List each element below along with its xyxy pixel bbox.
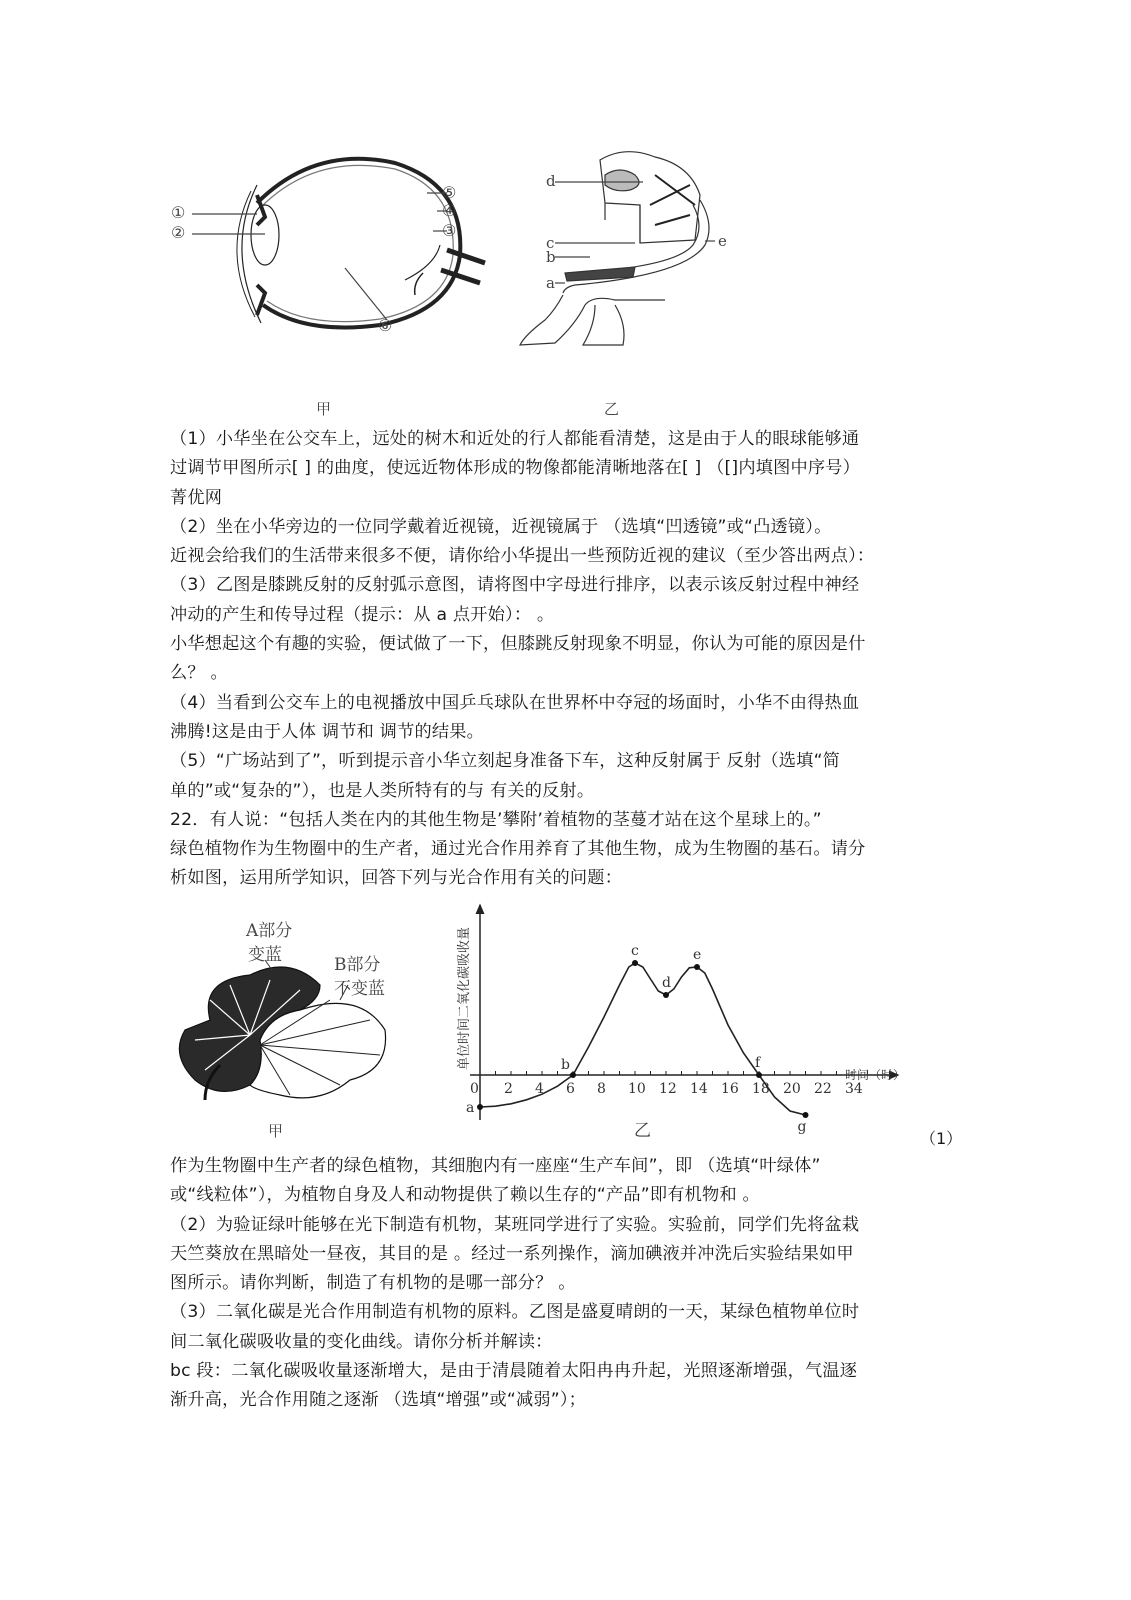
x-tick-label: 18 [752,1081,770,1097]
x-tick-label: 2 [504,1081,513,1097]
x-tick-label: 4 [535,1081,544,1097]
x-tick-label: 16 [721,1081,739,1097]
leaf-figure-caption: 甲 [268,1122,284,1140]
q22-line: 图所示。请你判断，制造了有机物的是哪一部分？ 。 [170,1273,576,1294]
q22-intro-line: 22．有人说：“包括人类在内的其他生物是’攀附’着植物的茎蔓才站在这个星球上的。” [170,809,822,830]
q22-line: 间二氧化碳吸收量的变化曲线。请你分析并解读： [170,1331,553,1352]
eye-figure-caption: 甲 [316,400,332,418]
leaf-label-a-line2: 变蓝 [248,945,282,965]
q21-line: （4）当看到公交车上的电视播放中国乒乓球队在世界杯中夺冠的场面时，小华不由得热血 [170,692,860,713]
question-21-text [170,425,960,894]
q21-line: 过调节甲图所示[ ] 的曲度，使远近物体形成的物像都能清晰地落在[ ] （[]内填图中序号） [170,458,861,479]
point-c [632,960,638,966]
leaf-label-b-line1: B部分 [334,955,381,975]
question-22-text [170,1152,960,1416]
q22-line: （3）二氧化碳是光合作用制造有机物的原料。乙图是盛夏晴朗的一天，某绿色植物单位时 [170,1302,860,1323]
point-f [756,1072,762,1078]
eye-label-1: ① [171,203,186,222]
leaf-label-b-line2: 不变蓝 [334,979,385,999]
reflex-label-a: a [546,274,555,292]
point-d [663,992,669,998]
q21-line: 小华想起这个有趣的实验，便试做了一下，但膝跳反射现象不明显，你认为可能的原因是什 [170,634,866,655]
point-g [803,1112,809,1118]
x-tick-label: 8 [597,1081,606,1097]
eye-label-4: ④ [442,201,457,220]
q22-line: （2）为验证绿叶能够在光下制造有机物，某班同学进行了实验。实验前，同学们先将盆栽 [170,1214,860,1235]
point-label-a: a [466,1100,475,1116]
x-tick-label: 6 [566,1081,575,1097]
q22-line: 渐升高，光合作用随之逐渐 （选填“增强”或“减弱”）； [170,1390,587,1411]
reflex-figure-caption: 乙 [604,400,620,418]
q21-line: （5）“广场站到了”，听到提示音小华立刻起身准备下车，这种反射属于 反射（选填“简 [170,751,841,772]
eye-label-6: ⑥ [378,316,393,335]
q21-line: 近视会给我们的生活带来很多不便，请你给小华提出一些预防近视的建议（至少答出两点）： [170,546,875,567]
question-22-part1-marker: （1） [920,1129,963,1148]
point-e [694,964,700,970]
x-axis-label: 时间（时） [845,1068,906,1082]
x-tick-label: 22 [814,1081,832,1097]
q21-line: 冲动的产生和传导过程（提示：从 a 点开始）： 。 [170,604,555,625]
q21-line: （1）小华坐在公交车上，远处的树木和近处的行人都能看清楚，这是由于人的眼球能够通 [170,429,860,449]
x-tick-label: 10 [628,1081,646,1097]
point-label-d: d [662,975,671,991]
eye-label-2: ② [171,223,186,242]
q21-line: 单的”或“复杂的”），也是人类所特有的与 有关的反射。 [170,780,595,801]
co2-absorption-chart [420,895,920,1135]
q22-line: 作为生物圈中生产者的绿色植物，其细胞内有一座座“生产车间”，即 （选填“叶绿体” [170,1156,821,1176]
point-label-b: b [561,1057,570,1073]
reflex-label-b: b [546,248,556,266]
point-label-g: g [797,1119,807,1135]
eye-diagram [165,145,475,345]
leaf-label-a-line1: A部分 [246,921,293,941]
q22-intro-line: 绿色植物作为生物圈中的生产者，通过光合作用养育了其他生物，成为生物圈的基石。请分 [170,839,866,860]
q21-line: 菁优网 [170,487,223,508]
q21-line: （3）乙图是膝跳反射的反射弧示意图，请将图中字母进行排序，以表示该反射过程中神经 [170,575,860,596]
q22-intro-line: 析如图，运用所学知识，回答下列与光合作用有关的问题： [170,868,623,889]
point-a [477,1104,483,1110]
x-tick-label: 0 [470,1081,479,1097]
q21-line: 沸腾!这是由于人体 调节和 调节的结果。 [170,721,485,742]
x-tick-label: 34 [845,1081,863,1097]
y-axis-label: 单位时间二氧化碳吸收量 [457,926,472,1070]
x-tick-label: 12 [659,1081,677,1097]
x-tick-label: 20 [783,1081,801,1097]
reflex-label-d: d [546,172,556,190]
q22-line: bc 段：二氧化碳吸收量逐渐增大，是由于清晨随着太阳冉冉升起，光照逐渐增强，气温逐 [170,1361,858,1382]
reflex-label-c: c [546,234,555,252]
x-tick-label: 14 [690,1081,708,1097]
point-label-e: e [693,947,702,963]
q22-line: 天竺葵放在黑暗处一昼夜，其目的是 。经过一系列操作，滴加碘液并冲洗后实验结果如甲 [170,1243,854,1264]
point-label-f: f [755,1055,761,1071]
reflex-label-e: e [718,232,727,250]
q21-line: （2）坐在小华旁边的一位同学戴着近视镜，近视镜属于 （选填“凹透镜”或“凸透镜）。 [170,516,832,537]
eye-label-5: ⑤ [442,183,457,202]
chart-figure-caption: 乙 [634,1121,651,1141]
eye-label-3: ③ [442,221,457,240]
q22-line: 或“线粒体”），为植物自身及人和动物提供了赖以生存的“产品”即有机物和 。 [170,1185,760,1206]
q21-line: 么？ 。 [170,663,228,684]
point-label-c: c [631,943,639,959]
point-b [570,1072,576,1078]
